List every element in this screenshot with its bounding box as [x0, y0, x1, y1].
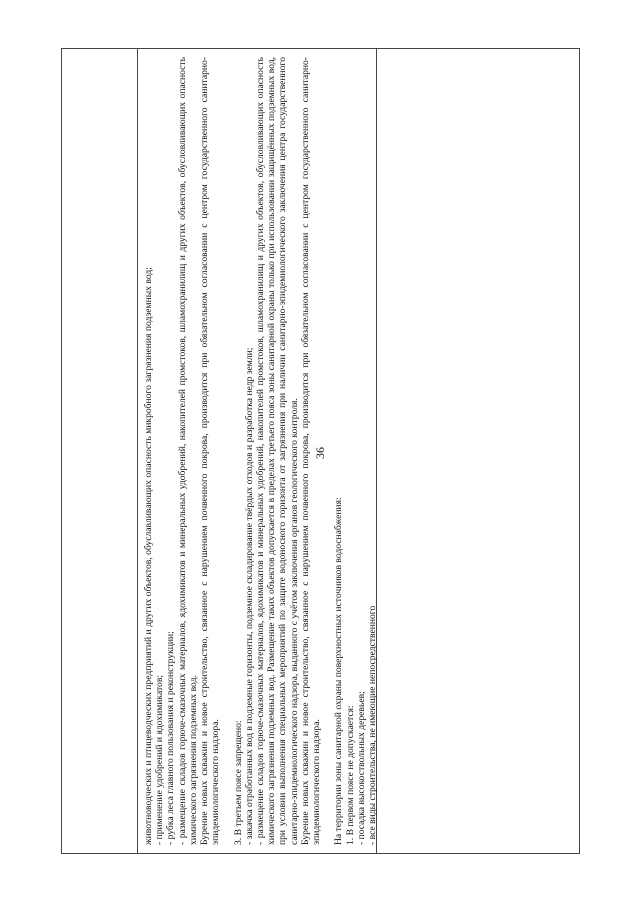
paragraph: - закачка отработанных вод в подземные горизонты, подземное складирование твёрдых отходов и разработка недр земли; — [243, 347, 255, 845]
paragraph: - все виды строительства, не имеющие непосредственного — [367, 605, 379, 845]
paragraph: - размещение складов горюче-смазочных материалов, ядохимикатов и минеральных удобрений, накопителей промстоков, шламохранилищ и других объектов, обусловливающих опасность химического загрязнения подземных вод. Размещение таких объектов допускается в пределах третьего пояса зоны санитарной охраны только при использовании защищённых подземных вод, при условии выполнения специальных мероприятий по защите водоносного горизонта от загрязнения при наличии санитарно-эпидемиологического заключения центра государственного санитарно-эпидемиологического надзора, выданного с учётом заключения органов геологического контроля. — [255, 57, 300, 845]
rotated-text-block — [141, 51, 379, 851]
paragraph-gap — [221, 57, 232, 845]
paragraph: - рубка леса главного пользования и реконструкции; — [165, 631, 177, 845]
paragraph: - размещение складов горюче-смазочных материалов, ядохимикатов и минеральных удобрений, накопителей промстоков, шламохранилищ и других объектов, обусловливающих опасность химического загрязнения подземных вод. — [176, 57, 199, 845]
paragraph: Бурение новых скважин и новое строительство, связанное с нарушением почвенного покрова, производится при обязательном согласовании с центром государственного санитарно-эпидемиологического надзора. — [299, 57, 323, 845]
paragraph: животноводческих и птицеводческих предприятий и других объектов, обуславливающих опасность микробного загрязнения подземных вод; — [143, 267, 154, 845]
paragraph: - применение удобрений и ядохимикатов; — [154, 674, 166, 845]
paragraph: Бурение новых скважин и новое строительство, связанное с нарушением почвенного покрова, производится при обязательном согласовании с центром государственного санитарно-эпидемиологического надзора. — [199, 57, 222, 845]
paragraph: 3. В третьем поясе запрещено: — [232, 720, 244, 845]
paragraph: 1. В первом поясе не допускается: — [344, 705, 356, 845]
paragraph: На территории зоны санитарной охраны поверхностных источников водоснабжения: — [333, 497, 345, 845]
table-cell-middle — [137, 49, 377, 853]
paragraph-gap — [322, 57, 333, 845]
table-cell-left — [62, 49, 137, 853]
document-table — [61, 48, 580, 854]
page-number: 36 — [313, 447, 327, 459]
paragraph: - посадка высокоствольных деревьев; — [355, 691, 367, 845]
table-cell-right — [377, 49, 579, 853]
body-text — [143, 57, 378, 845]
